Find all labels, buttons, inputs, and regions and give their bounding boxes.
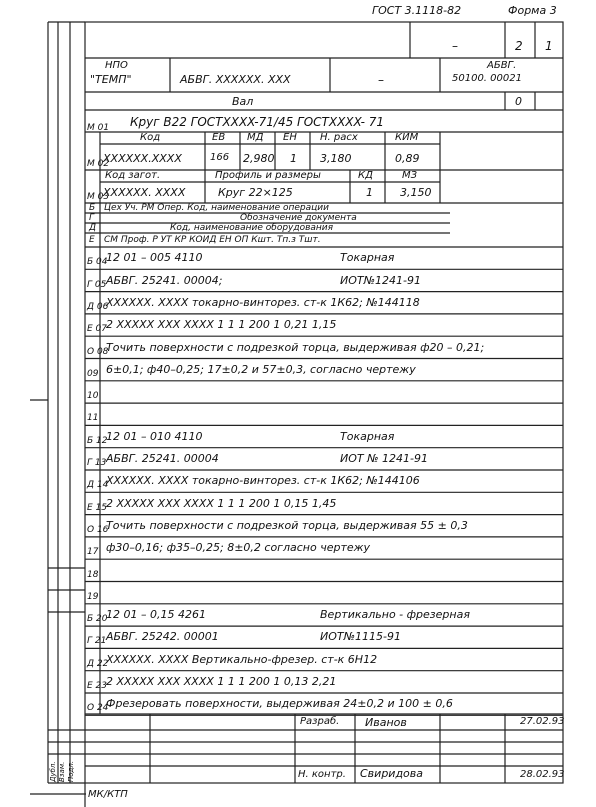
hdr-ev: ЕВ	[212, 132, 226, 143]
razrab-label: Разраб.	[300, 716, 340, 727]
hdr-nrash: Н. расх	[320, 132, 358, 143]
row-tag: О 08	[87, 346, 109, 357]
row-text: 12 01 – 005 4110	[106, 251, 203, 265]
row-text: АБВГ. 25242. 00001	[106, 630, 219, 644]
code-line2: 50100. 00021	[452, 73, 522, 84]
legend-d-tag: Д	[89, 223, 97, 233]
legend-g-tag: Г	[89, 213, 95, 223]
row-text: 12 01 – 010 4110	[106, 429, 203, 443]
row-extra: ИОТ № 1241-91	[340, 452, 428, 465]
row-tag: Г 21	[87, 636, 107, 647]
legend-g-text: Обозначение документа	[240, 213, 357, 223]
lit-value: 0	[515, 95, 522, 108]
row-text: Точить поверхности с подрезкой торца, выдерживая 55 ± 0,3	[106, 518, 468, 532]
row-extra: Токарная	[340, 251, 395, 265]
row-tag: Д 14	[87, 480, 109, 491]
row-tag: О 16	[87, 524, 109, 535]
row-tag: 10	[87, 391, 99, 402]
row-text: XXXXXX. XXXX токарно-винторез. ст-к 1К62; №144106	[106, 474, 420, 488]
row-tag: О 24	[87, 703, 109, 714]
row-tag: Е 07	[87, 324, 107, 335]
nkontr-date: 28.02.93	[520, 769, 565, 780]
row-tag: 18	[87, 569, 99, 580]
row-tag: Е 15	[87, 502, 107, 513]
m03-prof: Круг 22×125	[218, 186, 293, 199]
row-text: 2 XXXXX XXX XXXX 1 1 1 200 1 0,15 1,45	[106, 496, 337, 510]
row-extra: ИОТ№1241-91	[340, 273, 422, 287]
m02-kod: XXXXXX.XXXX	[103, 152, 182, 165]
hdr-kod: Код	[140, 132, 161, 143]
nkontr-name: Свиридова	[360, 767, 424, 780]
row-tag: Б 20	[87, 614, 108, 625]
row-tag: 09	[87, 368, 99, 379]
m02-ev: 166	[210, 152, 230, 163]
side-dubl: Дубл.	[49, 761, 57, 782]
m02-en: 1	[290, 152, 297, 165]
hdr-kim: КИМ	[395, 132, 419, 143]
hdr-md: МД	[247, 132, 264, 143]
m03-kod: XXXXXX. XXXX	[103, 186, 186, 199]
part-name: Вал	[232, 95, 254, 108]
row-extra: ИОТ№1115-91	[320, 630, 402, 644]
m03-tag: М 03	[87, 192, 110, 202]
row-extra: Вертикально - фрезерная	[320, 608, 470, 622]
row-tag: Д 22	[87, 658, 109, 669]
row-tag: 11	[87, 413, 99, 424]
document-code: АБВГ. XXXXXX. XXX	[180, 73, 291, 86]
hdr-en: ЕН	[283, 132, 297, 143]
row-extra: Токарная	[340, 429, 395, 443]
m02-nrash: 3,180	[320, 152, 352, 165]
legend-e-text: СМ Проф. Р УТ КР КОИД ЕН ОП Кшт. Тп.з Тшт.	[104, 235, 321, 245]
sheets-total: 1	[545, 39, 553, 53]
legend-b-text: Цех Уч. РМ Опер. Код, наименование операции	[104, 203, 329, 213]
row-tag: Г 05	[87, 279, 107, 290]
standard-label: ГОСТ 3.1118-82	[372, 4, 462, 17]
org-line2: "ТЕМП"	[90, 73, 132, 86]
code-line1: АБВГ.	[487, 60, 517, 71]
hdr-kd: КД	[358, 170, 373, 181]
legend-e-tag: Е	[89, 235, 95, 245]
side-podl: Подл.	[67, 760, 75, 782]
row-text: АБВГ. 25241. 00004;	[106, 273, 223, 287]
razrab-date: 27.02.93	[520, 716, 565, 727]
row-text: 6±0,1; ф40–0,25; 17±0,2 и 57±0,3, согласно чертежу	[106, 362, 416, 376]
row-text: XXXXXX. XXXX токарно-винторез. ст-к 1К62; №144118	[106, 295, 420, 309]
dash-cell-2: –	[378, 73, 384, 87]
row-text: Фрезеровать поверхности, выдерживая 24±0,2 и 100 ± 0,6	[106, 697, 453, 711]
row-text: Точить поверхности с подрезкой торца, выдерживая ф20 – 0,21;	[106, 340, 485, 354]
side-vzam: Взам.	[58, 761, 66, 782]
form-code: МК/КТП	[88, 789, 128, 800]
row-text: ф30–0,16; ф35–0,25; 8±0,2 согласно чертежу	[106, 541, 371, 555]
row-text: 12 01 – 0,15 4261	[106, 608, 206, 622]
legend-b-tag: Б	[89, 203, 96, 213]
hdr-mz: МЗ	[402, 170, 418, 181]
nkontr-label: Н. контр.	[298, 769, 346, 780]
legend-d-text: Код, наименование оборудования	[170, 223, 334, 233]
m02-tag: М 02	[87, 159, 110, 169]
m02-kim: 0,89	[395, 152, 420, 165]
m03-kd: 1	[366, 186, 373, 199]
m03-mz: 3,150	[400, 186, 432, 199]
row-text: 2 XXXXX XXX XXXX 1 1 1 200 1 0,13 2,21	[106, 675, 337, 688]
form-label: Форма 3	[508, 4, 557, 17]
row-text: АБВГ. 25241. 00004	[106, 452, 219, 465]
row-tag: Б 12	[87, 435, 108, 446]
row-tag: Е 23	[87, 681, 107, 691]
row-text: XXXXXX. XXXX Вертикально-фрезер. ст-к 6Н12	[106, 652, 378, 666]
row-tag: Д 06	[87, 301, 109, 312]
row-tag: 17	[87, 547, 99, 558]
hdr-zag: Код загот.	[105, 170, 161, 181]
razrab-name: Иванов	[365, 716, 407, 729]
row-text: 2 XXXXX XXX XXXX 1 1 1 200 1 0,21 1,15	[106, 318, 337, 332]
org-line1: НПО	[105, 60, 128, 71]
m02-md: 2,980	[243, 152, 275, 165]
m01-tag: М 01	[87, 123, 110, 133]
hdr-prof: Профиль и размеры	[215, 170, 321, 181]
dash-cell: –	[452, 39, 458, 53]
row-tag: 19	[87, 591, 99, 602]
row-tag: Б 04	[87, 257, 108, 268]
sheet-number: 2	[515, 39, 523, 53]
row-tag: Г 13	[87, 458, 107, 468]
m01-text: Круг В22 ГОСТXXXX-71/45 ГОСТXXXX- 71	[130, 115, 385, 129]
